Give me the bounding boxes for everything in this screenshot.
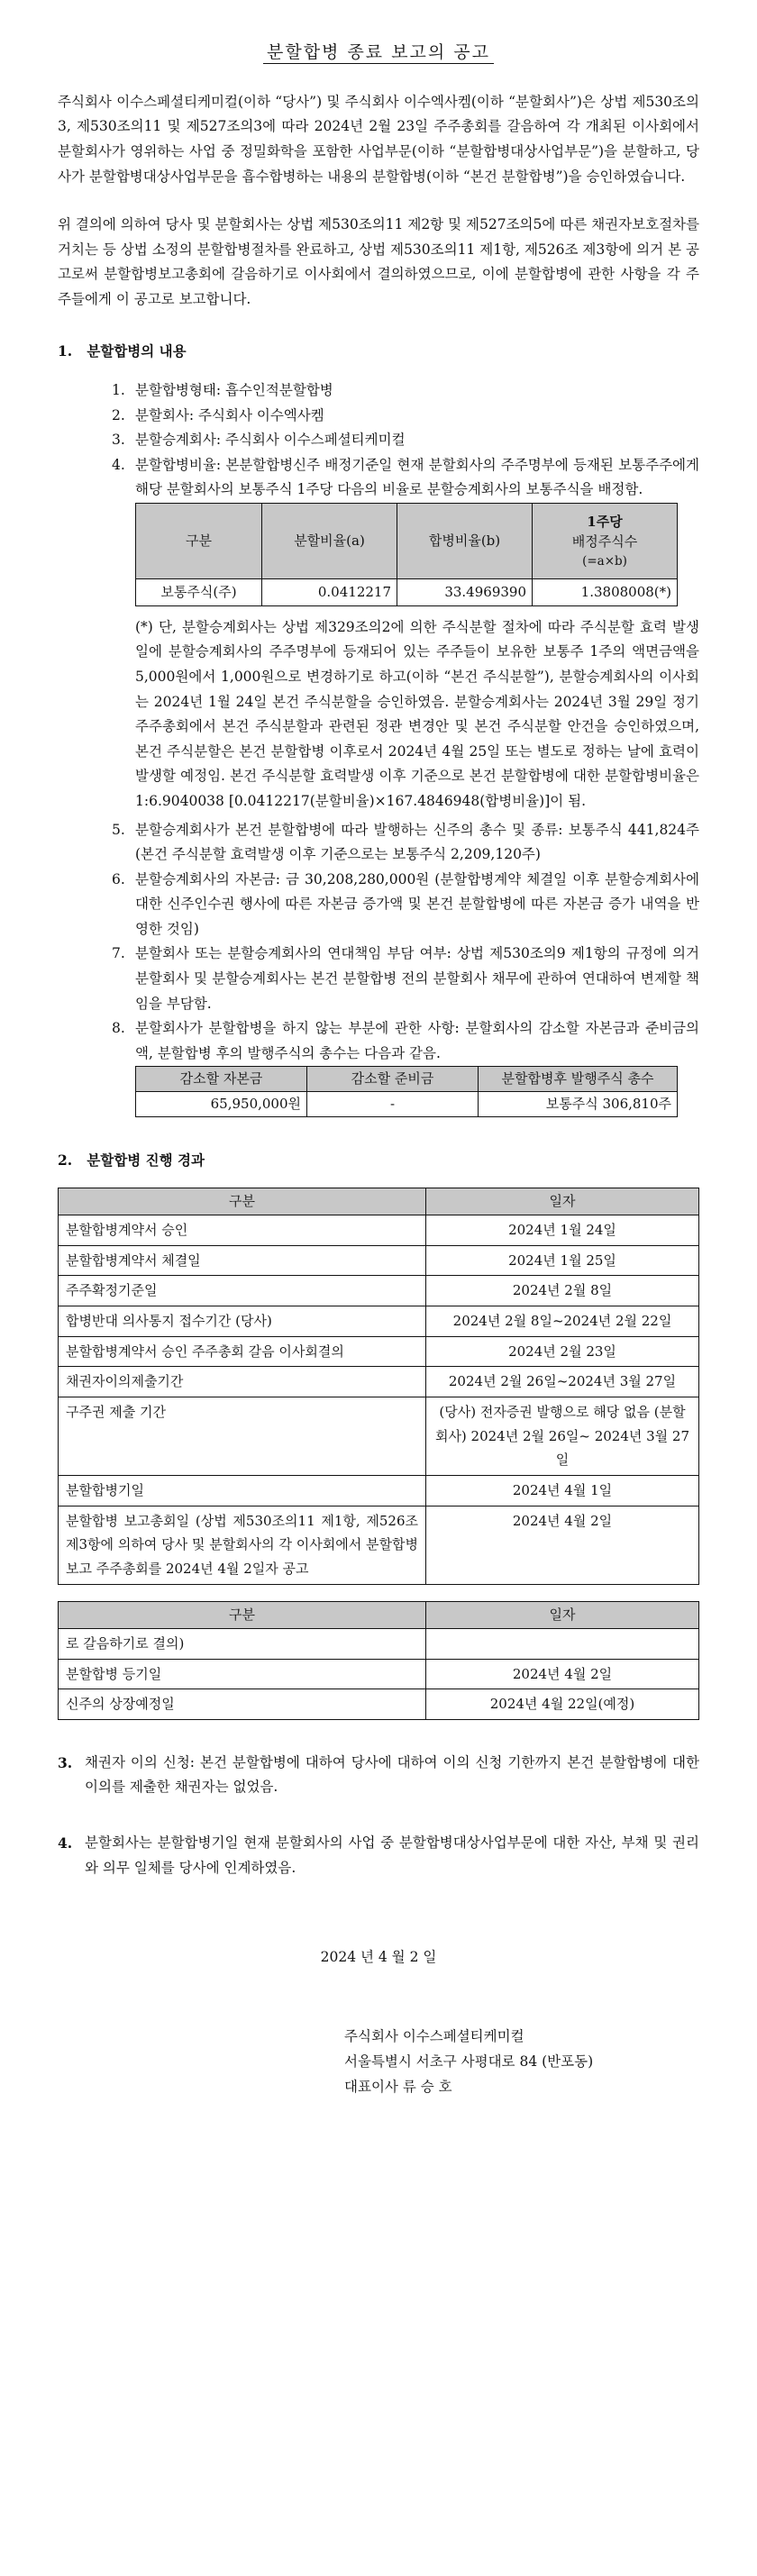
table-cell: 2024년 4월 2일 (426, 1659, 699, 1689)
header-cell: 구분 (136, 503, 262, 578)
table-row (59, 1215, 699, 1245)
ceo-name: 대표이사 류 승 호 (344, 2078, 452, 2095)
announcement-date: 2024 년 4 월 2 일 (320, 1949, 437, 1966)
stock-split-note: (*) 단, 분할승계회사는 상법 제329조의2에 의한 주식분할 절차에 따라 주식분할 효력 발생일에 분할승계회사의 주주명부에 등재되어 있는 주주들이 보유한 보통주 1주의 액면금액을 5,000원에서 1,000원으로 변경하기로 하고(이하 “본건 주식분할”), 분할승계회사의 이사회는 2024년 1월 24일 본건 주식분할을 승인하였음. 분할승계회사는 2024년 3월 29일 정기주주총회에서 본건 주식분할과 관련된 정관 변경안 및 본건 주식분할 안건을 승인하였으며, 본건 주식분할은 본건 분할합병 이후로서 2024년 4월 25일 또는 별도로 정하는 날에 효력이 발생할 예정임. 본건 주식분할 효력발생 이후 기준으로 본건 분할합병에 대한 분할합병비율은 1:6.9040038 [0.0412217(분할비율)×167.4846948(합병비율)]이 됨. (135, 618, 699, 809)
table-cell: 2024년 1월 24일 (426, 1215, 699, 1245)
table-cell: 보통주식(주) (136, 578, 262, 605)
table-header-row (136, 503, 678, 578)
header-cell: 감소할 준비금 (307, 1067, 479, 1092)
progress-table-continued (58, 1601, 699, 1720)
table-cell: 채권자이의제출기간 (59, 1367, 426, 1397)
section-2-title: 분할합병 진행 경과 (87, 1151, 205, 1170)
merger-details-list (112, 378, 699, 1117)
table-row (59, 1397, 699, 1476)
table-cell: 65,950,000원 (136, 1092, 307, 1117)
table-row (136, 1092, 678, 1117)
document-title: 분할합병 종료 보고의 공고 (58, 38, 699, 68)
header-cell: 1주당 배정주식수 (=a×b) (533, 503, 678, 578)
table-cell (426, 1628, 699, 1659)
header-cell: 일자 (426, 1188, 699, 1215)
table-row (59, 1367, 699, 1397)
table-cell: - (307, 1092, 479, 1117)
header-cell: 합병비율(b) (397, 503, 533, 578)
section-4-text: 분할회사는 분할합병기일 현재 분할회사의 사업 중 분할합병대상사업부문에 대한 자산, 부채 및 권리와 의무 일체를 당사에 인계하였음. (85, 1834, 699, 1876)
header-cell: 분할비율(a) (262, 503, 397, 578)
table-cell: 2024년 2월 8일 (426, 1276, 699, 1306)
header-cell: 구분 (59, 1188, 426, 1215)
list-item: 7. 분할회사 또는 분할승계회사의 연대책임 부담 여부: 상법 제530조의9 제1항의 규정에 의거 분할회사 및 분할승계회사는 본건 분할합병 전의 분할회사 채무에 관하여 연대하여 변제할 책임을 부담함. (112, 945, 699, 1012)
table-header-row (59, 1601, 699, 1628)
header-cell: 일자 (426, 1601, 699, 1628)
table-cell: 2024년 4월 1일 (426, 1476, 699, 1506)
table-cell: 2024년 2월 26일~2024년 3월 27일 (426, 1367, 699, 1397)
table-cell: 2024년 4월 22일(예정) (426, 1689, 699, 1720)
table-row (59, 1506, 699, 1584)
table-cell: 분할합병계약서 승인 (59, 1215, 426, 1245)
table-row (59, 1306, 699, 1336)
table-cell: 주주확정기준일 (59, 1276, 426, 1306)
intro-paragraph-2: 위 결의에 의하여 당사 및 분할회사는 상법 제530조의11 제2항 및 제527조의5에 따른 채권자보호절차를 거치는 등 상법 소정의 분할합병절차를 완료하고, 상법 제530조의11 제1항, 제526조 제3항에 의거 본 공고로써 분할합병보고총회에 갈음하기로 이사회에서 결의하였으므로, 이에 분할합병에 관한 사항을 각 주주들에게 이 공고로 보고합니다. (58, 216, 699, 307)
section-1-number: 1. (58, 342, 73, 360)
section-3 (58, 1751, 699, 1800)
list-item: 5. 분할승계회사가 본건 분할합병에 따라 발행하는 신주의 총수 및 종류: 보통주식 441,824주 (본건 주식분할 효력발생 이후 기준으로는 보통주식 2,209,120주) (112, 821, 699, 863)
table-header-row (59, 1188, 699, 1215)
table-row (59, 1245, 699, 1276)
section-4 (58, 1831, 699, 1880)
table-row (59, 1276, 699, 1306)
table-cell: 0.0412217 (262, 578, 397, 605)
signature-block (344, 2025, 699, 2100)
progress-table (58, 1188, 699, 1585)
section-3-number: 3. (58, 1753, 73, 1771)
table-cell: 분할합병 등기일 (59, 1659, 426, 1689)
table-cell: 1.3808008(*) (533, 578, 678, 605)
list-item: 8. 분할회사가 분할합병을 하지 않는 부분에 관한 사항: 분할회사의 감소할 자본금과 준비금의 액, 분할합병 후의 발행주식의 총수는 다음과 같음. (112, 1020, 699, 1061)
section-3-text: 채권자 이의 신청: 본건 분할합병에 대하여 당사에 대하여 이의 신청 기한까지 본건 분할합병에 대한 이의를 제출한 채권자는 없었음. (85, 1753, 699, 1796)
header-cell: 감소할 자본금 (136, 1067, 307, 1092)
table-cell: 구주권 제출 기간 (59, 1397, 426, 1476)
list-item: 2. 분할회사: 주식회사 이수엑사켐 (112, 406, 324, 423)
section-1-title: 분할합병의 내용 (87, 342, 187, 360)
table-cell: 분할합병기일 (59, 1476, 426, 1506)
header-cell: 분할합병후 발행주식 총수 (479, 1067, 678, 1092)
list-item: 3. 분할승계회사: 주식회사 이수스페셜티케미컬 (112, 432, 406, 449)
table-cell: 2024년 4월 2일 (426, 1506, 699, 1584)
table-row (59, 1659, 699, 1689)
section-2-heading (58, 1148, 699, 1173)
table-cell: (당사) 전자증권 발행으로 해당 없음 (분할회사) 2024년 2월 26일~ 2024년 3월 27일 (426, 1397, 699, 1476)
table-cell: 2024년 2월 23일 (426, 1336, 699, 1367)
table-row (136, 578, 678, 605)
table-cell: 33.4969390 (397, 578, 533, 605)
merger-ratio-table (135, 503, 678, 606)
section-4-number: 4. (58, 1834, 73, 1852)
table-cell: 2024년 1월 25일 (426, 1245, 699, 1276)
table-cell: 분할합병계약서 체결일 (59, 1245, 426, 1276)
table-cell: 보통주식 306,810주 (479, 1092, 678, 1117)
list-item: 1. 분할합병형태: 흡수인적분할합병 (112, 382, 333, 399)
list-item: 4. 분할합병비율: 본분할합병신주 배정기준일 현재 분할회사의 주주명부에 등재된 보통주주에게 해당 분할회사의 보통주식 1주당 다음의 비율로 분할승계회사의 보통주식을 배정함. (112, 456, 699, 498)
header-cell: 구분 (59, 1601, 426, 1628)
intro-paragraph-1: 주식회사 이수스페셜티케미컬(이하 “당사”) 및 주식회사 이수엑사켐(이하 “분할회사”)은 상법 제530조의3, 제530조의11 및 제527조의3에 따라 2024년 2월 23일 주주총회를 갈음하여 각 개최된 이사회에서 분할회사가 영위하는 사업 중 정밀화학을 포함한 사업부문(이하 “분할합병대상사업부문”)을 분할하고, 당사가 분할합병대상사업부문을 흡수합병하는 내용의 분할합병(이하 “본건 분할합병”)을 승인하였습니다. (58, 93, 699, 185)
table-cell: 로 갈음하기로 결의) (59, 1628, 426, 1659)
table-row (59, 1628, 699, 1659)
company-name: 주식회사 이수스페셜티케미컬 (344, 2027, 524, 2044)
table-cell: 2024년 2월 8일~2024년 2월 22일 (426, 1306, 699, 1336)
table-row (59, 1336, 699, 1367)
table-row (59, 1476, 699, 1506)
list-item: 6. 분할승계회사의 자본금: 금 30,208,280,000원 (분할합병계약 체결일 이후 분할승계회사에 대한 신주인수권 행사에 따른 자본금 증가액 및 본건 분할합병에 따른 자본금 증가 내역을 반영한 것임) (112, 870, 699, 937)
capital-reduction-table (135, 1066, 678, 1117)
table-header-row (136, 1067, 678, 1092)
section-2-number: 2. (58, 1151, 73, 1170)
table-cell: 분할합병 보고총회일 (상법 제530조의11 제1항, 제526조 제3항에 의하여 당사 및 분할회사의 각 이사회에서 분할합병 보고 주주총회를 2024년 4월 2일자 공고 (59, 1506, 426, 1584)
table-row (59, 1689, 699, 1720)
section-1-heading (58, 339, 699, 364)
table-cell: 분할합병계약서 승인 주주총회 갈음 이사회결의 (59, 1336, 426, 1367)
table-cell: 합병반대 의사통지 접수기간 (당사) (59, 1306, 426, 1336)
company-address: 서울특별시 서초구 사평대로 84 (반포동) (344, 2053, 594, 2070)
table-cell: 신주의 상장예정일 (59, 1689, 426, 1720)
